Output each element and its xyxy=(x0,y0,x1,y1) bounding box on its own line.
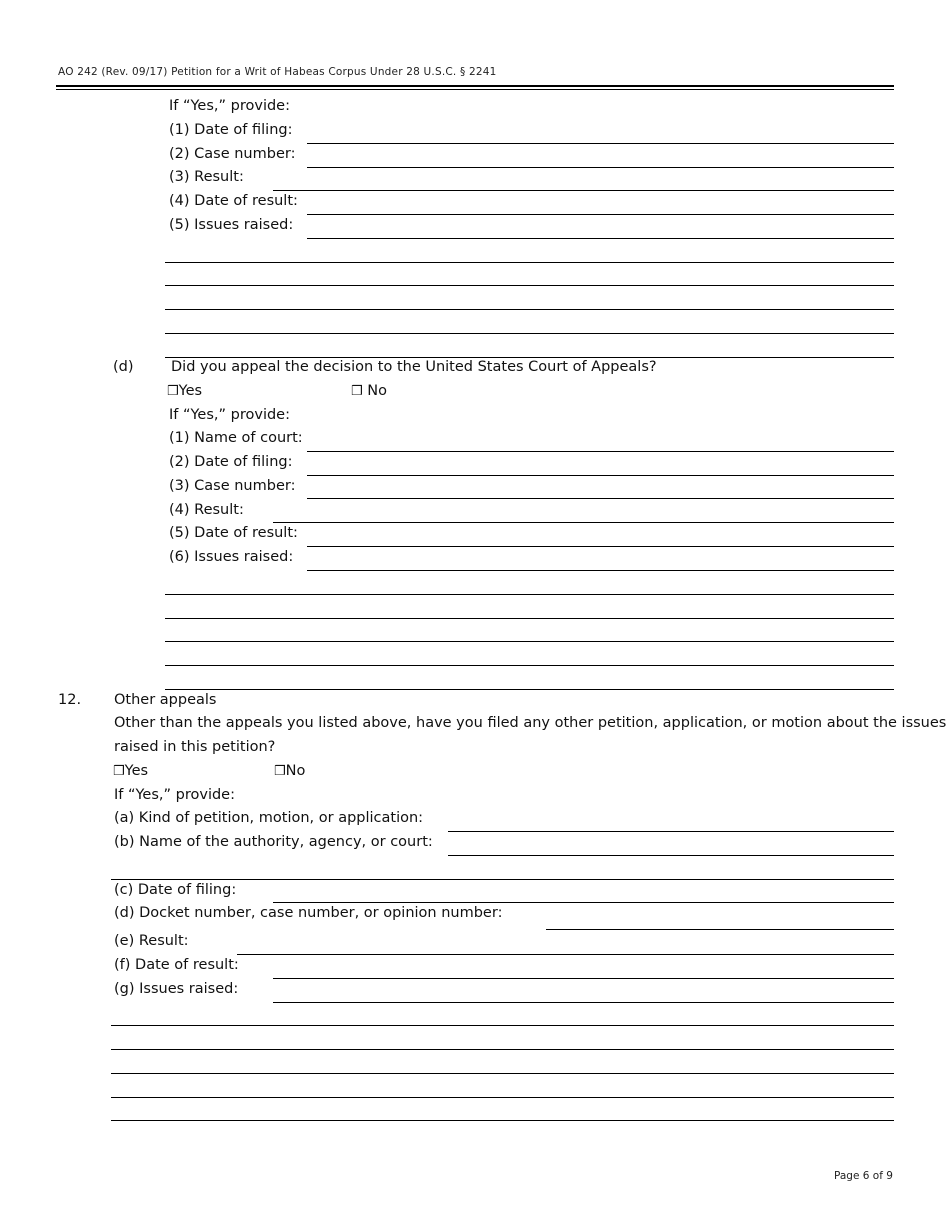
c-issues-raised-line[interactable] xyxy=(165,309,894,310)
d-question: Did you appeal the decision to the United States Court of Appeals? xyxy=(171,359,657,375)
page-number: Page 6 of 9 xyxy=(834,1170,893,1182)
d-no-label: No xyxy=(367,383,387,399)
d-name-of-court-field[interactable] xyxy=(307,451,894,452)
d-issues-raised-field[interactable] xyxy=(307,570,894,571)
d-issues-raised-line[interactable] xyxy=(165,594,894,595)
s12-result-field[interactable] xyxy=(237,954,894,955)
form-title: AO 242 (Rev. 09/17) Petition for a Writ of Habeas Corpus Under 28 U.S.C. § 2241 xyxy=(58,66,497,78)
s12-item-issues-raised-label: (g) Issues raised: xyxy=(114,981,239,997)
checkbox-icon[interactable]: ❒ xyxy=(351,384,363,399)
c-issues-raised-line[interactable] xyxy=(165,262,894,263)
checkbox-icon[interactable]: ❒ xyxy=(167,384,179,399)
s12-kind-field[interactable] xyxy=(448,831,894,832)
c-item-result-label: (3) Result: xyxy=(169,169,244,185)
d-item-case-number-label: (3) Case number: xyxy=(169,478,296,494)
c-case-number-field[interactable] xyxy=(307,167,894,168)
d-date-of-filing-field[interactable] xyxy=(307,475,894,476)
c-item-date-of-result-label: (4) Date of result: xyxy=(169,193,298,209)
d-item-date-of-result-label: (5) Date of result: xyxy=(169,525,298,541)
s12-issues-raised-line[interactable] xyxy=(111,1025,894,1026)
s12-item-result-label: (e) Result: xyxy=(114,933,189,949)
d-date-of-result-field[interactable] xyxy=(307,546,894,547)
s12-if-yes: If “Yes,” provide: xyxy=(114,787,235,803)
section-12-question-line1: Other than the appeals you listed above, have you filed any other petition, application, or motion about the issues xyxy=(114,715,947,731)
d-yes-label: Yes xyxy=(178,383,203,399)
s12-date-of-filing-field[interactable] xyxy=(273,902,894,903)
c-issues-raised-line[interactable] xyxy=(165,285,894,286)
s12-issues-raised-line[interactable] xyxy=(111,1097,894,1098)
s12-item-date-of-result-label: (f) Date of result: xyxy=(114,957,239,973)
d-issues-raised-line[interactable] xyxy=(165,618,894,619)
d-item-issues-raised-label: (6) Issues raised: xyxy=(169,549,294,565)
d-result-field[interactable] xyxy=(273,522,894,523)
d-item-date-of-filing-label: (2) Date of filing: xyxy=(169,454,293,470)
section-12-number: 12. xyxy=(58,692,82,708)
s12-issues-raised-line[interactable] xyxy=(111,1120,894,1121)
d-issues-raised-line[interactable] xyxy=(165,665,894,666)
s12-yes-option[interactable] xyxy=(113,762,148,781)
d-no-option[interactable] xyxy=(351,382,387,401)
s12-yes-label: Yes xyxy=(124,763,149,779)
s12-issues-raised-line[interactable] xyxy=(111,1073,894,1074)
s12-item-docket-label: (d) Docket number, case number, or opinion number: xyxy=(114,905,503,921)
s12-item-date-of-filing-label: (c) Date of filing: xyxy=(114,882,237,898)
s12-authority-field[interactable] xyxy=(448,855,894,856)
c-if-yes: If “Yes,” provide: xyxy=(169,98,290,114)
s12-authority-line[interactable] xyxy=(111,879,894,880)
s12-no-option[interactable] xyxy=(274,762,305,781)
d-yes-option[interactable] xyxy=(167,382,202,401)
c-item-issues-raised-label: (5) Issues raised: xyxy=(169,217,294,233)
s12-item-authority-label: (b) Name of the authority, agency, or court: xyxy=(114,834,433,850)
s12-issues-raised-line[interactable] xyxy=(111,1049,894,1050)
s12-item-kind-label: (a) Kind of petition, motion, or application: xyxy=(114,810,424,826)
s12-issues-raised-field[interactable] xyxy=(273,1002,894,1003)
header-rule-thick xyxy=(56,85,894,87)
checkbox-icon[interactable]: ❒ xyxy=(274,764,286,779)
d-if-yes: If “Yes,” provide: xyxy=(169,407,290,423)
section-12-question-line2: raised in this petition? xyxy=(114,739,276,755)
c-date-of-result-field[interactable] xyxy=(307,214,894,215)
section-12-title: Other appeals xyxy=(114,692,217,708)
checkbox-icon[interactable]: ❒ xyxy=(113,764,125,779)
c-issues-raised-field[interactable] xyxy=(307,238,894,239)
header-rule-thin xyxy=(56,89,894,90)
s12-no-label: No xyxy=(285,763,306,779)
c-issues-raised-line[interactable] xyxy=(165,333,894,334)
s12-docket-field[interactable] xyxy=(546,929,894,930)
c-result-field[interactable] xyxy=(273,190,894,191)
s12-date-of-result-field[interactable] xyxy=(273,978,894,979)
d-case-number-field[interactable] xyxy=(307,498,894,499)
d-item-result-label: (4) Result: xyxy=(169,502,244,518)
c-item-case-number-label: (2) Case number: xyxy=(169,146,296,162)
c-item-date-of-filing-label: (1) Date of filing: xyxy=(169,122,293,138)
c-date-of-filing-field[interactable] xyxy=(307,143,894,144)
d-issues-raised-line[interactable] xyxy=(165,641,894,642)
d-issues-raised-line[interactable] xyxy=(165,689,894,690)
d-marker: (d) xyxy=(113,359,134,375)
d-item-name-of-court-label: (1) Name of court: xyxy=(169,430,303,446)
